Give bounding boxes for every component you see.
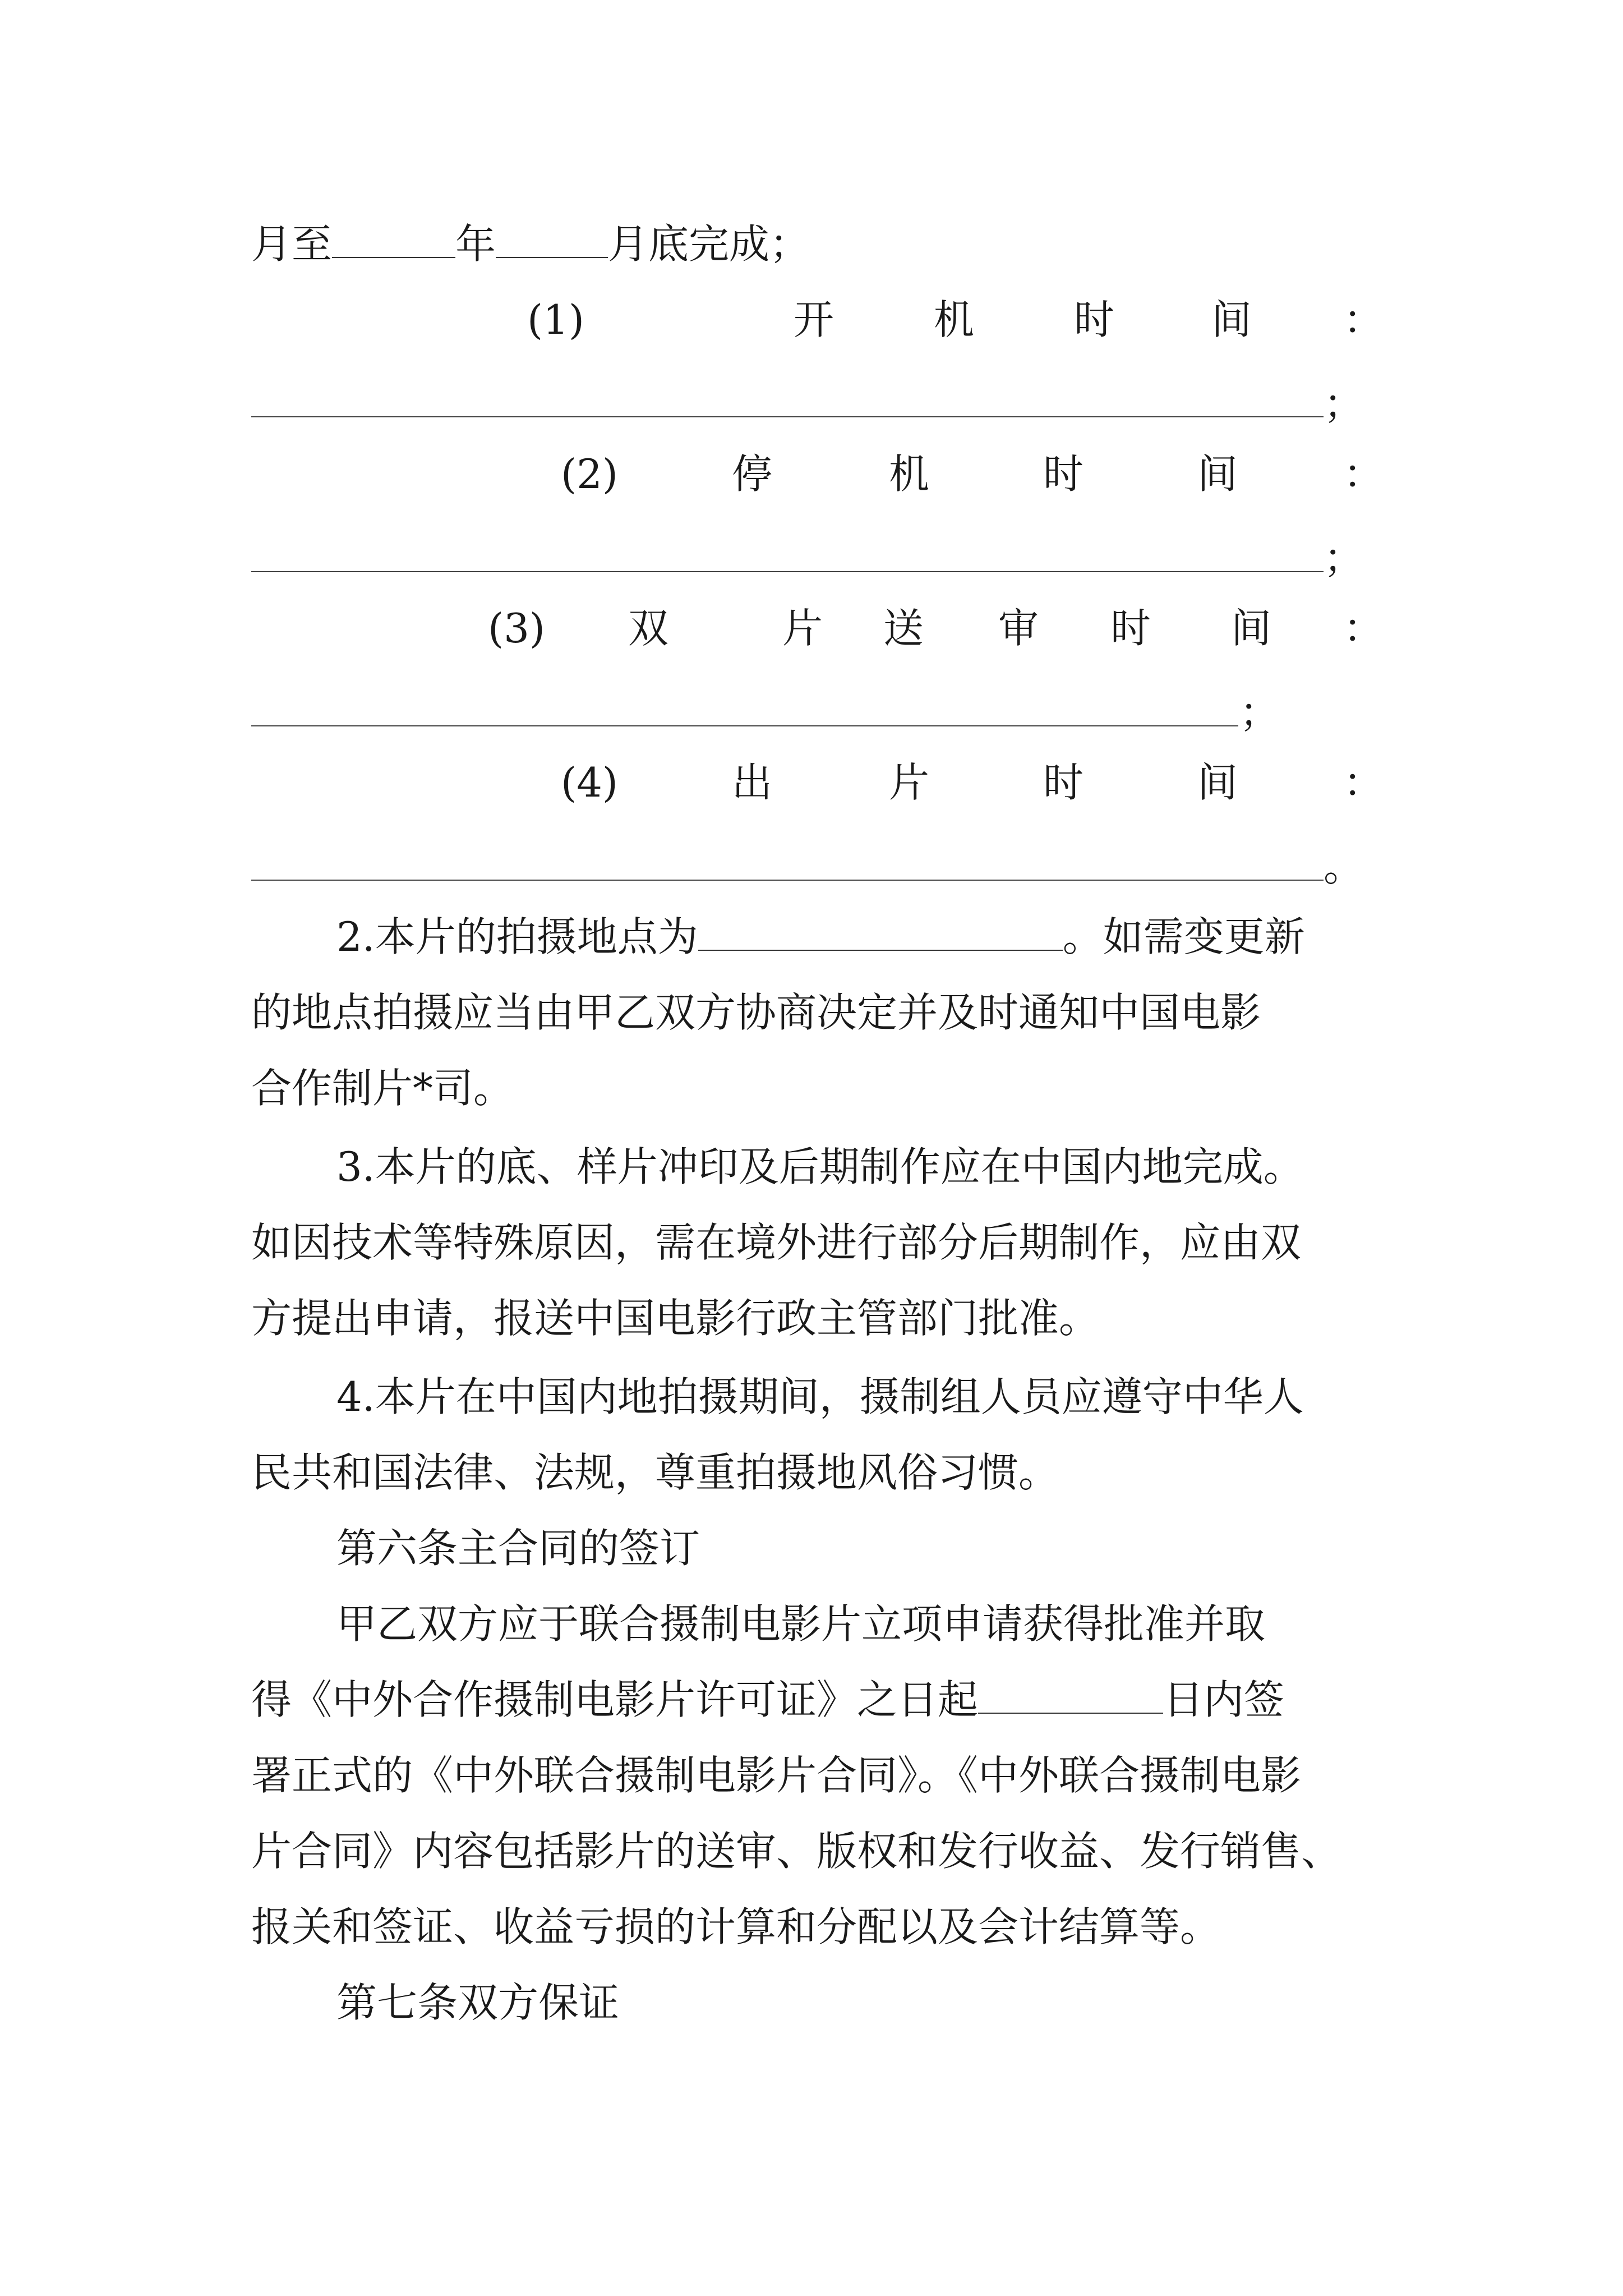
paragraph-3-line-3: 方提出申请，报送中国电影行政主管部门批准。 — [251, 1295, 1100, 1342]
item-number: (2) — [561, 450, 618, 498]
item-char: 审 — [998, 605, 1039, 652]
blank-location — [698, 916, 1063, 951]
text-month-to: 月至 — [251, 220, 333, 268]
item-char: 片 — [782, 605, 823, 652]
item-char: 机 — [934, 296, 975, 343]
item-char: 开 — [794, 296, 834, 343]
paragraph-2-line-1 — [336, 909, 1475, 965]
paragraph-3-line-2: 如因技术等特殊原因，需在境外进行部分后期制作，应由双 — [251, 1219, 1302, 1266]
item-char: 时 — [1074, 296, 1115, 343]
item-end-mark: ； — [1239, 689, 1280, 736]
item-char: 时 — [1043, 759, 1084, 806]
item-char: 送 — [883, 605, 924, 652]
item-char: 时 — [1043, 450, 1084, 498]
text: 日内签 — [1163, 1676, 1285, 1723]
item-number: (4) — [561, 759, 618, 806]
blank-year — [332, 223, 455, 258]
blank-days — [978, 1679, 1163, 1714]
item-end-mark: 。 — [1324, 843, 1364, 890]
blank-month — [496, 223, 608, 258]
item-char: 机 — [889, 450, 930, 498]
item-char: 间 — [1197, 450, 1238, 498]
item-char: 片 — [889, 759, 930, 806]
item-char: 停 — [732, 450, 773, 498]
item-char: 间 — [1197, 759, 1238, 806]
text-month-end: 月底完成； — [608, 220, 810, 268]
article-6-line-3: 署正式的《中外联合摄制电影片合同》。《中外联合摄制电影 — [251, 1752, 1302, 1799]
item-char: 双 — [628, 605, 669, 652]
text-year: 年 — [455, 220, 496, 268]
item-number: (3) — [488, 605, 545, 652]
fill-in-rule — [251, 571, 1324, 572]
paragraph-2-line-2: 的地点拍摄应当由甲乙双方协商决定并及时通知中国电影 — [251, 989, 1261, 1036]
fill-in-rule — [251, 725, 1238, 726]
item-colon: ： — [1343, 450, 1384, 498]
item-char: 时 — [1110, 605, 1151, 652]
line-completion — [251, 216, 1390, 272]
fill-in-rule — [251, 416, 1324, 417]
item-colon: ： — [1343, 296, 1384, 343]
text: 2.本片的拍摄地点为 — [336, 913, 698, 960]
article-6-line-2 — [251, 1672, 1390, 1728]
paragraph-4-line-1: 4.本片在中国内地拍摄期间，摄制组人员应遵守中华人 — [336, 1373, 1304, 1420]
fill-in-rule — [251, 880, 1324, 881]
article-6-line-5: 报关和签证、收益亏损的计算和分配以及会计结算等。 — [251, 1903, 1221, 1950]
article-7-heading: 第七条双方保证 — [336, 1979, 620, 2026]
article-6-heading: 第六条主合同的签订 — [336, 1525, 700, 1572]
article-6-line-4: 片合同》内容包括影片的送审、版权和发行收益、发行销售、 — [251, 1828, 1342, 1875]
item-number: (1) — [527, 296, 584, 343]
item-colon: ： — [1343, 605, 1384, 652]
article-6-line-1: 甲乙双方应于联合摄制电影片立项申请获得批准并取 — [336, 1600, 1266, 1648]
item-char: 间 — [1231, 605, 1272, 652]
item-char: 出 — [732, 759, 773, 806]
paragraph-4-line-2: 民共和国法律、法规，尊重拍摄地风俗习惯。 — [251, 1449, 1059, 1496]
paragraph-2-line-3: 合作制片*司。 — [251, 1065, 514, 1112]
paragraph-3-line-1: 3.本片的底、样片冲印及后期制作应在中国内地完成。 — [336, 1143, 1304, 1190]
text: 。如需变更新 — [1062, 913, 1305, 960]
text: 得《中外合作摄制电影片许可证》之日起 — [251, 1676, 979, 1723]
item-end-mark: ； — [1324, 380, 1364, 427]
item-colon: ： — [1343, 759, 1384, 806]
item-end-mark: ； — [1324, 535, 1364, 582]
item-char: 间 — [1211, 296, 1252, 343]
